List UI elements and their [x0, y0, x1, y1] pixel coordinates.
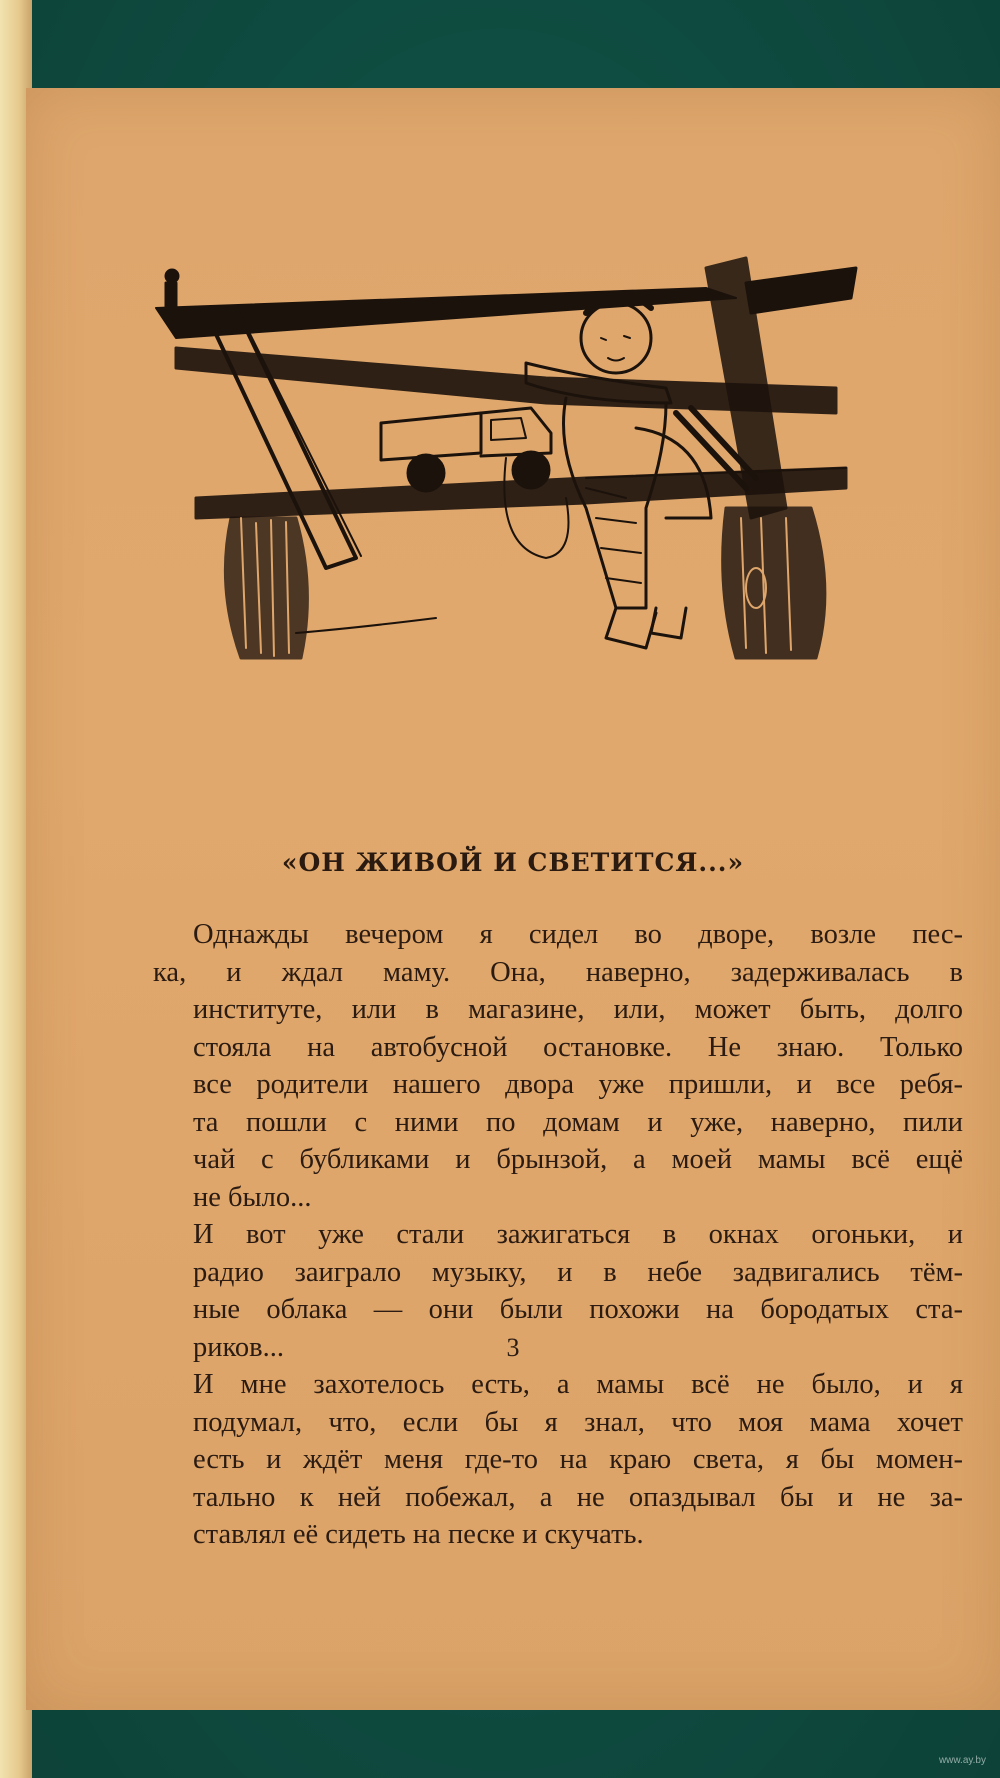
text-line: И мне захотелось есть, а мамы всё не было, и я: [193, 1369, 963, 1400]
chapter-title: «ОН ЖИВОЙ И СВЕТИТСЯ...»: [281, 848, 745, 877]
text-line: риков...: [193, 1331, 284, 1363]
text-line: радио заиграло музыку, и в небе задвигались тём-: [193, 1256, 963, 1288]
text-line: стояла на автобусной остановке. Не знаю. Только: [193, 1031, 963, 1063]
boy-on-bench-illustration: [146, 188, 976, 748]
text-line: чай с бубликами и брынзой, а моей мамы всё ещё: [193, 1144, 963, 1175]
text-line: Однажды вечером я сидел во дворе, возле пес-: [193, 919, 963, 950]
paragraph: [153, 916, 963, 1216]
text-line: та пошли с ними по домам и уже, наверно, пили: [193, 1106, 963, 1138]
text-line: И вот уже стали зажигаться в окнах огоньки, и: [193, 1219, 963, 1250]
text-line: ка, и ждал маму. Она, наверно, задерживалась в: [153, 956, 963, 988]
story-text: [153, 916, 963, 1554]
page-number: 3: [506, 1333, 520, 1362]
text-line: не было...: [193, 1181, 312, 1213]
watermark: www.ay.by: [938, 1755, 986, 1766]
text-line: есть и ждёт меня где-то на краю света, я бы момен-: [193, 1444, 963, 1475]
book-page: [26, 88, 1000, 1710]
text-line: институте, или в магазине, или, может быть, долго: [193, 994, 963, 1025]
paragraph: [153, 1366, 963, 1554]
text-line: ные облака — они были похожи на бородатых ста-: [193, 1294, 963, 1325]
text-line: подумал, что, если бы я знал, что моя мама хочет: [193, 1406, 963, 1438]
text-line: тально к ней побежал, а не опаздывал бы и не за-: [193, 1481, 963, 1513]
text-line: все родители нашего двора уже пришли, и все ребя-: [193, 1069, 963, 1100]
text-line: ставлял её сидеть на песке и скучать.: [193, 1519, 644, 1550]
